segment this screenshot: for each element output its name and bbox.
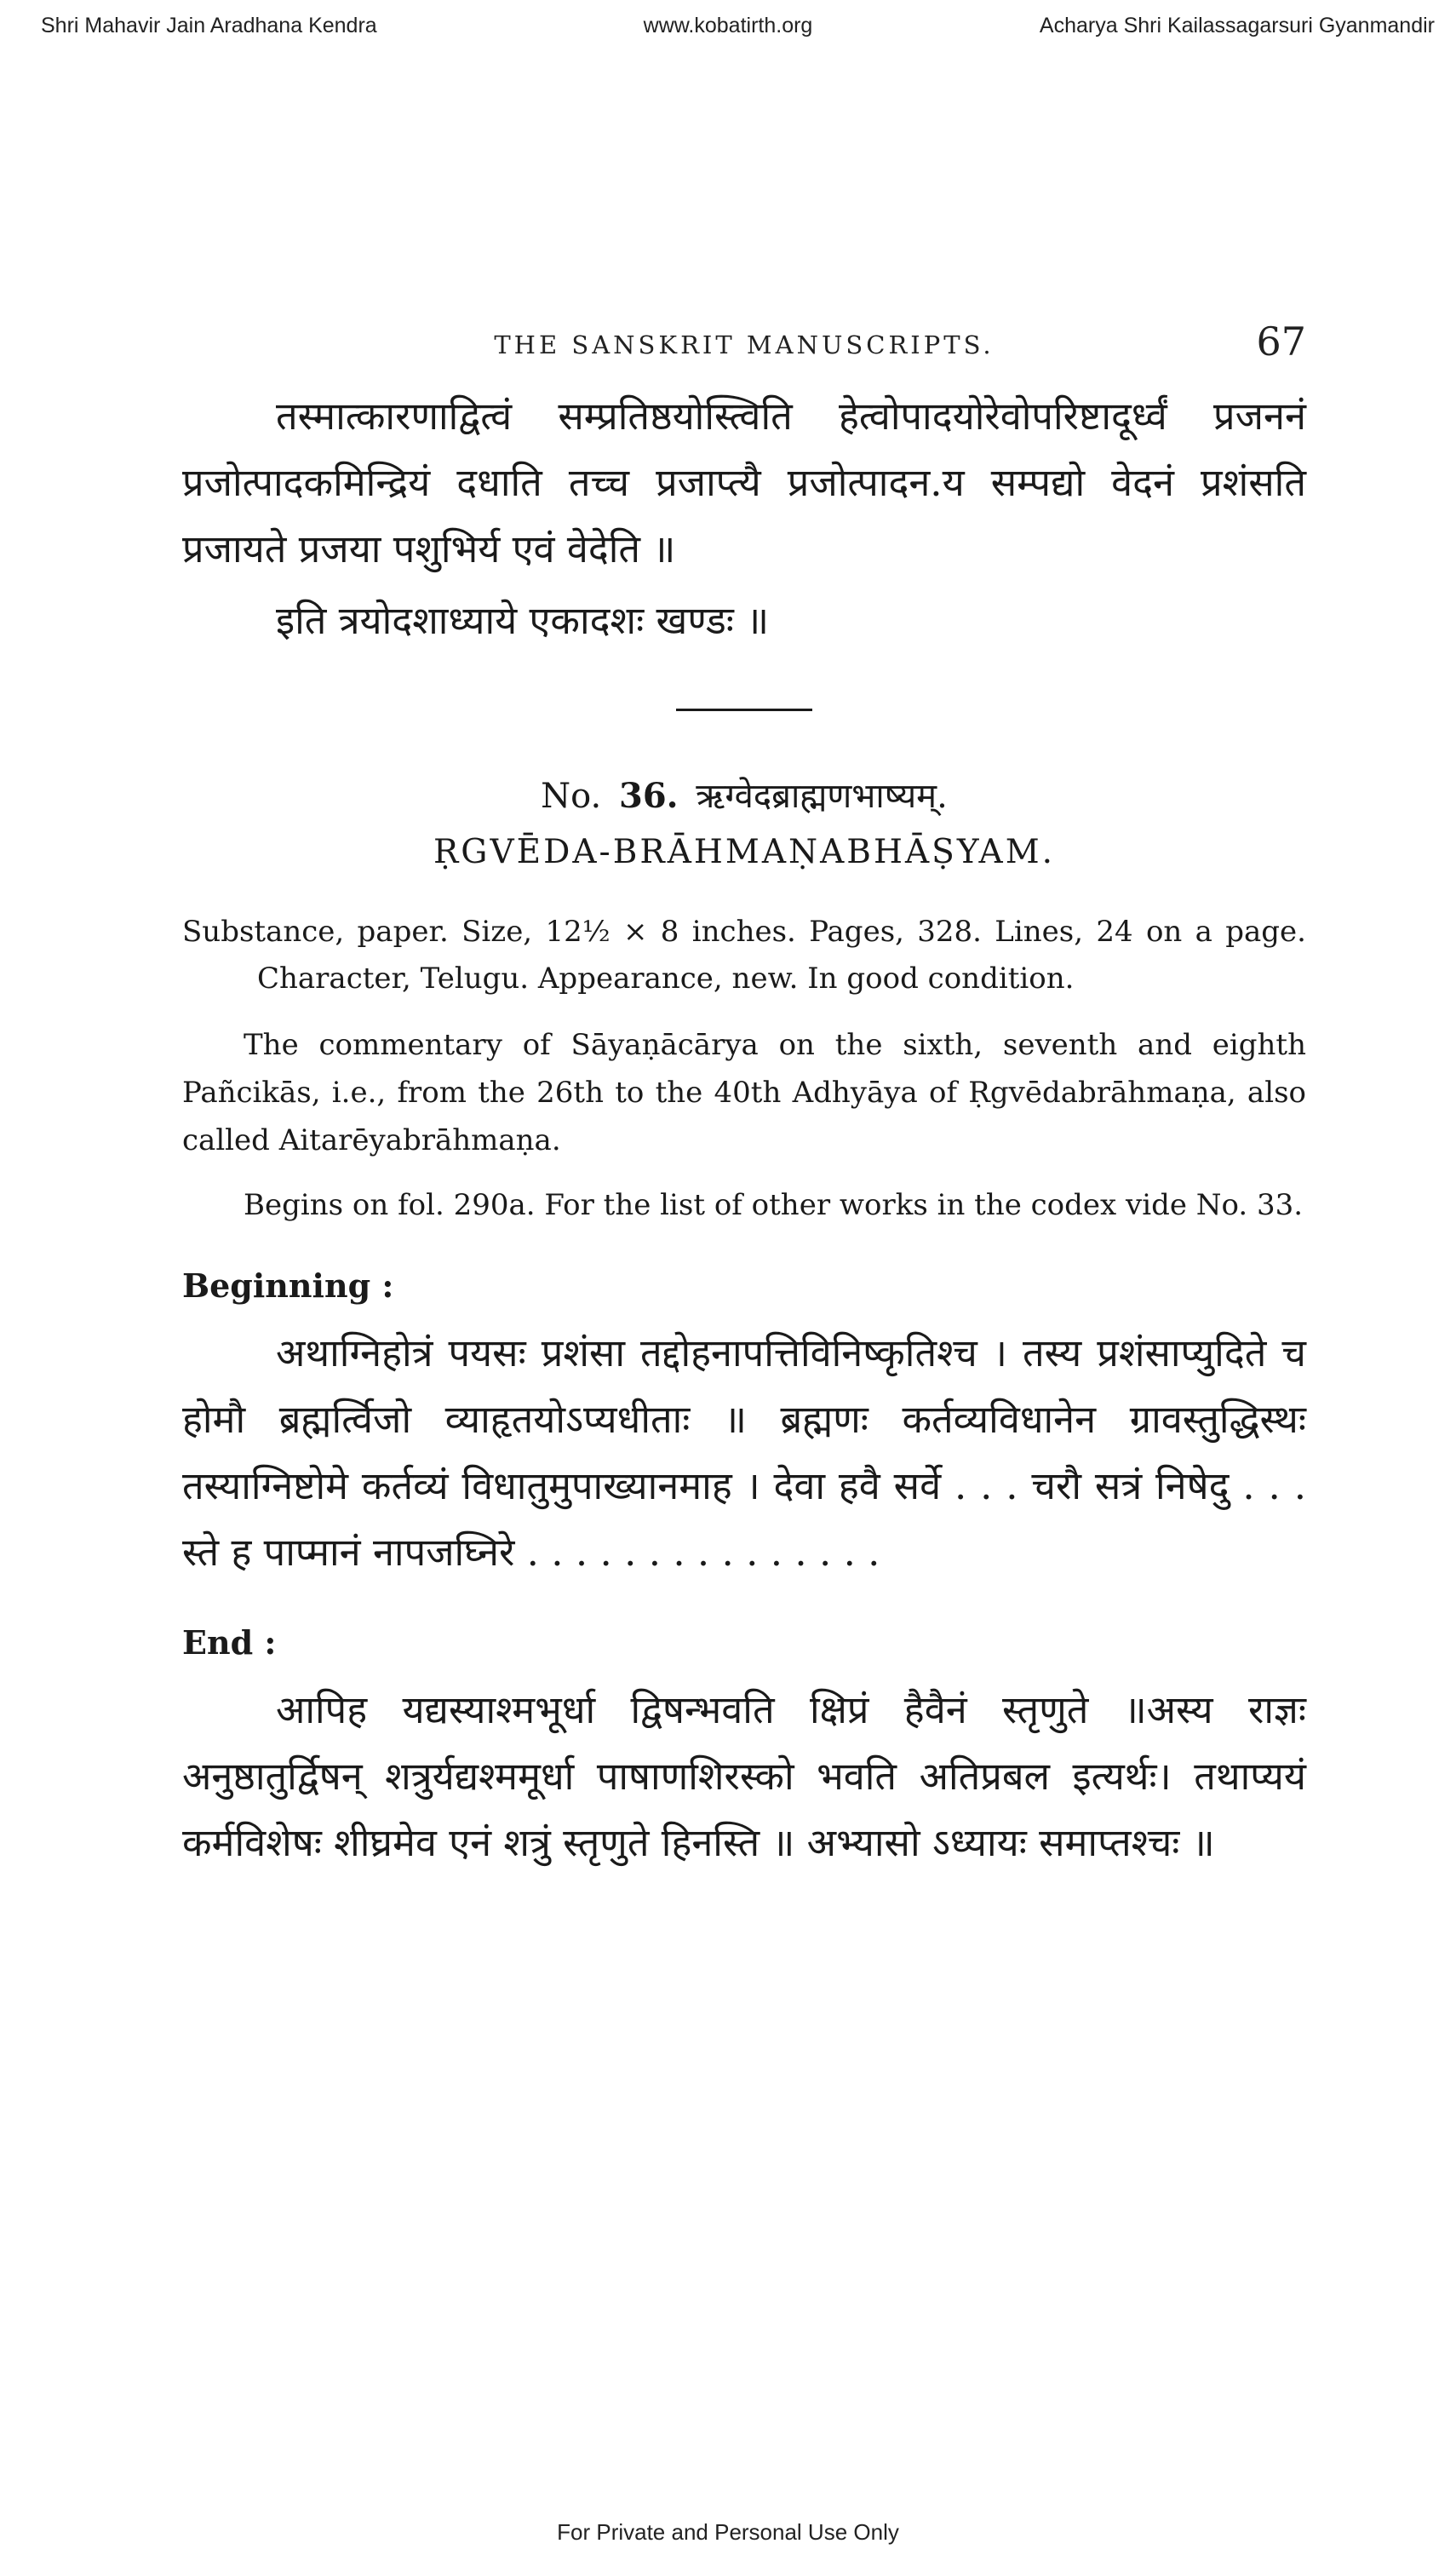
manuscript-description: Substance, paper. Size, 12½ × 8 inches. Pages, 328. Lines, 24 on a page. Character, Telugu. Appearance, new. In good condition. xyxy=(182,915,1306,996)
section-divider xyxy=(676,709,812,711)
top-sanskrit-passage: तस्मात्कारणाद्वित्वं सम्प्रतिष्ठयोस्त्विति हेत्वोपादयोरेवोपरिष्टादूर्ध्वं प्रजननं प्रजोत्पादकमिन्द्रियं दधाति तच्च प्रजाप्त्यै प्रजोत्पादन.य सम्पद्यो वेदनं प्रशंसति प्रजायते प्रजया पशुभिर्य एवं वेदेति ॥ xyxy=(182,393,1306,571)
header-right-text: Acharya Shri Kailassagarsuri Gyanmandir xyxy=(1039,14,1435,37)
beginning-text: अथाग्निहोत्रं पयसः प्रशंसा तद्दोहनापत्तिविनिष्कृतिश्च । तस्य प्रशंसाप्युदिते च होमौ ब्रह्मर्त्विजो व्याहृतयोऽप्यधीताः ॥ ब्रह्मणः कर्तव्यविधानेन ग्रावस्तुद्धिस्थः तस्याग्निष्टोमे कर्तव्यं विधातुमुपाख्यानमाह । देवा हवै सर्वे . . . चरौ सत्रं निषेदु . . . स्ते ह पाप्मानं नापजघ्निरे . . . . . . . . . . . . . . . xyxy=(182,1330,1306,1575)
codex-reference-paragraph: Begins on fol. 290a. For the list of other works in the codex vide No. 33. xyxy=(244,1188,1304,1222)
running-head xyxy=(182,307,1306,383)
header-center-url: www.kobatirth.org xyxy=(643,14,813,37)
beginning-label: Beginning : xyxy=(182,1266,394,1305)
end-text: आपिह यद्यस्याश्मभूर्धा द्विषन्भवति क्षिप्रं हैवैनं स्तृणुते ॥अस्य राज्ञः अनुष्ठातुर्द्विषन् शत्रुर्यद्यश्ममूर्धा पाषाणशिरस्को भवति अतिप्रबल इत्यर्थः। तथाप्ययं कर्मविशेषः शीघ्रमेव एनं शत्रुं स्तृणुते हिनस्ति ॥ अभ्यासो ऽध्यायः समाप्तश्चः ॥ xyxy=(182,1687,1306,1865)
entry-title-devanagari: ऋग्वेदब्राह्मणभाष्यम्. xyxy=(696,777,948,816)
site-header xyxy=(0,0,1456,51)
entry-title-roman: ṚGVĒDA-BRĀHMAṆABHĀṢYAM. xyxy=(433,833,1056,871)
entry-no-label: No. xyxy=(541,777,602,816)
end-label: End : xyxy=(182,1623,277,1662)
entry-heading xyxy=(182,772,1306,820)
page-number: 67 xyxy=(1256,319,1306,365)
running-title: THE SANSKRIT MANUSCRIPTS. xyxy=(494,330,995,359)
header-left-text: Shri Mahavir Jain Aradhana Kendra xyxy=(41,14,377,37)
footer-notice: For Private and Personal Use Only xyxy=(557,2519,899,2545)
book-page xyxy=(182,307,1306,1876)
entry-number: 36. xyxy=(618,776,679,816)
commentary-paragraph: The commentary of Sāyaṇācārya on the sixth, seventh and eighth Pañcikās, i.e., from the 26th to the 40th Adhyāya of Ṛgvēdabrāhmaṇa, also called Aitarēyabrāhmaṇa. xyxy=(182,1028,1306,1157)
section-colophon: इति त्रयोदशाध्याये एकादशः खण्डः ॥ xyxy=(276,598,770,643)
